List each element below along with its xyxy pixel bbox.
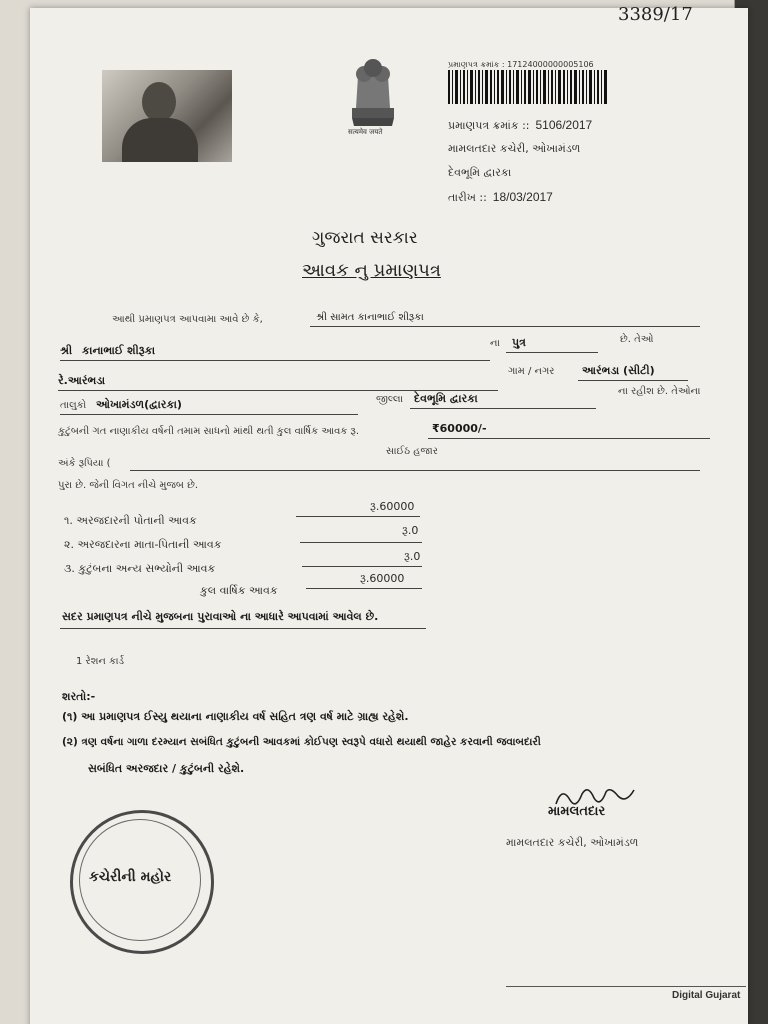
certificate-page	[30, 4, 748, 1024]
relation-underline	[506, 352, 598, 353]
income-row-parents-underline	[300, 542, 422, 543]
income-row-parents-amount: રૂ.0	[402, 524, 419, 537]
certificate-number-row	[448, 118, 592, 133]
barcode-icon	[448, 70, 608, 104]
they-label: છે. તેઓ	[620, 334, 654, 345]
father-name-underline	[60, 360, 490, 361]
issuing-district: દેવભૂમિ દ્વારકા	[448, 166, 512, 179]
office-seal-text: કચેરીની મહોર	[89, 869, 172, 885]
issue-date-label: તારીખ ::	[448, 191, 487, 204]
income-row-self-label: ૧. અરજદારની પોતાની આવક	[64, 514, 197, 527]
income-row-total-label: કુલ વાર્ષિક આવક	[200, 584, 278, 597]
na-label: ના	[490, 338, 500, 349]
conditions-heading: શરતો:-	[62, 690, 96, 703]
evidence-item: 1 રેશન કાર્ડ	[76, 656, 125, 667]
photo-head	[142, 82, 176, 122]
resident-underline	[58, 390, 498, 391]
photo-body	[122, 118, 198, 162]
condition-two: (૨) ત્રણ વર્ષના ગાળા દરમ્યાન સબંધિત કુટુંબની આવકમાં કોઈપણ સ્વરૂપે વધારો થયાથી જાહેર કરવાની જવાબદારી	[62, 736, 541, 748]
income-sentence: કુટુંબની ગત નાણાકીય વર્ષની તમામ સાધનો માંથી થતી કુલ વાર્ષિક આવક રૂ.	[58, 426, 360, 437]
issue-date-row	[448, 190, 553, 205]
details-follow: પુરા છે. જેની વિગત નીચે મુજબ છે.	[58, 480, 199, 491]
taluka-underline	[60, 414, 358, 415]
income-row-total-amount: રૂ.60000	[360, 572, 405, 585]
income-row-self-underline	[296, 516, 420, 517]
taluka-label: તાલુકો	[60, 400, 87, 411]
emblem-caption: सत्यमेव जयते	[348, 128, 383, 136]
district-label: જીલ્લા	[376, 394, 404, 405]
relation: પુત્ર	[512, 336, 526, 349]
resident-label: રે.	[58, 374, 68, 387]
in-words-underline	[130, 470, 700, 471]
footer-brand: Digital Gujarat	[672, 990, 741, 1001]
income-total-amount: ₹60000/-	[432, 422, 487, 435]
handwritten-page-number: 3389/17	[618, 4, 693, 25]
evidence-heading: સદર પ્રમાણપત્ર નીચે મુજબના પુરાવાઓ ના આધારે આપવામાં આવેલ છે.	[62, 610, 379, 623]
signatory-office: મામલતદાર કચેરી, ઓખામંડળ	[506, 836, 639, 849]
resident-row	[58, 374, 105, 388]
issuing-office: મામલતદાર કચેરી, ઓખામંડળ	[448, 142, 581, 155]
applicant-name-underline	[310, 326, 700, 327]
village: આરંભડા (સીટી)	[582, 364, 655, 377]
applicant-name: શ્રી સામત કાનાભાઈ શીરૂકા	[316, 312, 424, 323]
residence-suffix: ના રહીશ છે. તેઓના	[618, 386, 701, 397]
village-underline	[578, 380, 688, 381]
intro-text: આથી પ્રમાણપત્ર આપવામા આવે છે કે,	[112, 314, 263, 325]
village-label: ગામ / નગર	[508, 366, 555, 377]
shri-label: શ્રી	[60, 344, 73, 357]
barcode-number: પ્રમાણપત્ર ક્રમાંક : 17124000000005106	[448, 60, 594, 69]
in-words-label: અંકે રૂપિયા (	[58, 458, 111, 469]
resident-place: આરંભડા	[67, 374, 106, 387]
income-total-underline	[428, 438, 710, 439]
certificate-number: 5106/2017	[535, 118, 593, 132]
district-underline	[410, 408, 596, 409]
evidence-heading-underline	[60, 628, 426, 629]
income-row-others-label: ૩. કુટુંબના અન્ય સભ્યોની આવક	[64, 562, 216, 575]
national-emblem-icon	[342, 50, 404, 128]
issue-date: 18/03/2017	[492, 190, 553, 204]
certificate-number-label: પ્રમાણપત્ર ક્રમાંક ::	[448, 119, 530, 132]
income-total-value: 60000/-	[439, 422, 487, 435]
office-seal	[70, 810, 214, 954]
signatory-title: મામલતદાર	[548, 804, 606, 819]
income-row-total-underline	[306, 588, 422, 589]
income-row-others-amount: રૂ.0	[404, 550, 421, 563]
income-row-parents-label: ૨. અરજદારના માતા-પિતાની આવક	[64, 538, 222, 551]
condition-two-continued: સબંધિત અરજદાર / કુટુંબની રહેશે.	[88, 762, 245, 775]
certificate-title: આવક નુ પ્રમાણપત્ર	[302, 260, 441, 281]
applicant-photo	[102, 70, 232, 162]
footer-rule	[506, 986, 746, 987]
condition-one: (૧) આ પ્રમાણપત્ર ઈસ્યુ થયાના નાણાકીય વર્ષ સહિત ત્રણ વર્ષ માટે ગ્રાહ્ય રહેશે.	[62, 710, 409, 723]
father-name: કાનાભાઈ શીરૂકા	[82, 344, 156, 357]
government-title: ગુજરાત સરકાર	[312, 228, 418, 248]
taluka: ઓખામંડળ(દ્વારકા)	[96, 398, 182, 411]
income-row-others-underline	[302, 566, 422, 567]
income-in-words: સાઈઠ હજાર	[386, 446, 438, 457]
income-row-self-amount: રૂ.60000	[370, 500, 415, 513]
district: દેવભૂમિ દ્વારકા	[414, 392, 478, 405]
